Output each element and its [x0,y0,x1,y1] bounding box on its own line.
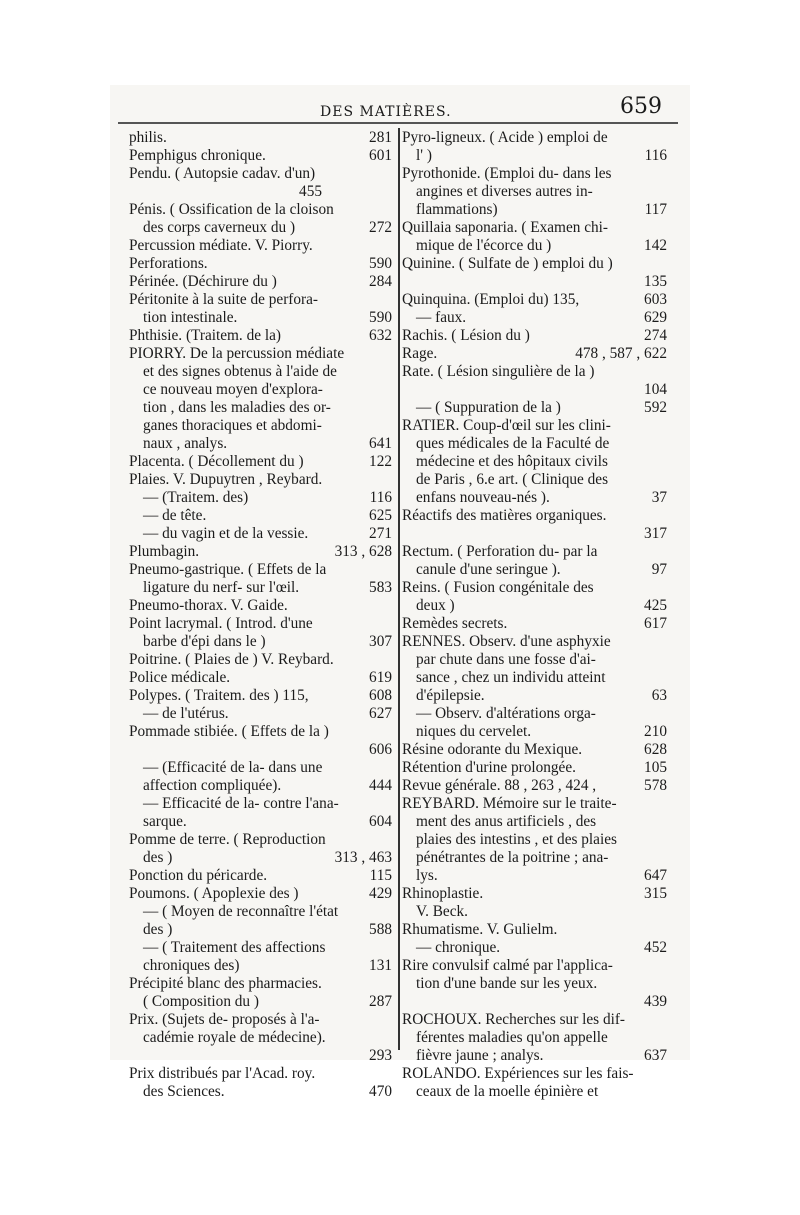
entry-text: Phthisie. (Traitem. de la) [129,327,281,344]
entry-text: Rétention d'urine prolongée. [402,759,576,776]
entry-page-ref: 142 [644,237,667,254]
entry-page-ref: 307 [369,633,392,650]
index-entry-line [402,759,667,777]
entry-text: sance , chez un individu atteint [416,669,606,686]
entry-page-ref: 281 [369,129,392,146]
index-entry-line [129,525,392,543]
index-entry-line [129,993,392,1011]
index-entry-line [129,957,392,975]
index-entry-line [402,507,667,525]
index-entry-line [129,435,392,453]
index-entry-line [129,237,392,255]
entry-text: Quillaia saponaria. ( Examen chi- [402,219,609,236]
index-entry-line [402,255,667,273]
entry-text: plaies des intestins , et des plaies [416,831,617,848]
index-entry-line [402,543,667,561]
entry-text: Percussion médiate. V. Piorry. [129,237,313,254]
entry-page-ref: 116 [644,147,667,164]
entry-text: flammations) [416,201,498,218]
index-entry-line [402,147,667,165]
entry-text: Revue générale. 88 , 263 , 424 , [402,777,597,794]
entry-page-ref: 135 [644,273,667,290]
entry-text: V. Beck. [416,903,468,920]
index-entry-line [402,885,667,903]
index-entry-line [402,201,667,219]
index-entry-line [129,741,392,759]
entry-text: Placenta. ( Décollement du ) [129,453,304,470]
index-entry-line [129,921,392,939]
entry-page-ref: 601 [369,147,392,164]
index-entry-line [129,345,392,363]
index-entry-line [402,651,667,669]
entry-text: sarque. [143,813,187,830]
entry-page-ref: 647 [644,867,667,884]
index-entry-line [402,867,667,885]
entry-text: ment des anus artificiels , des [416,813,597,830]
entry-page-ref: 271 [369,525,392,542]
index-entry-line [129,201,392,219]
index-entry-line [402,273,667,291]
entry-page-ref: 117 [644,201,667,218]
entry-page-ref: 313 , 628 [334,543,392,560]
entry-text: des ) [143,921,173,938]
index-entry-line [129,813,392,831]
index-entry-line [129,939,392,957]
entry-text: d'épilepsie. [416,687,485,704]
entry-text: Rachis. ( Lésion du ) [402,327,530,344]
entry-text: tion intestinale. [143,309,238,326]
entry-text: ROCHOUX. Recherches sur les dif- [402,1011,626,1028]
index-entry-line [402,723,667,741]
index-entry-line [129,1011,392,1029]
index-entry-line [129,471,392,489]
entry-text: — ( Suppuration de la ) [416,399,561,416]
entry-text: Quinquina. (Emploi du) 135, [402,291,580,308]
entry-text: Prix. (Sujets de- proposés à l'a- [129,1011,320,1028]
entry-page-ref: 603 [644,291,667,308]
index-entry-line [129,795,392,813]
entry-text: Résine odorante du Mexique. [402,741,583,758]
entry-page-ref: 272 [369,219,392,236]
index-entry-line [129,597,392,615]
entry-text: — du vagin et de la vessie. [143,525,309,542]
index-entry-line [129,669,392,687]
index-entry-line [129,183,392,201]
index-entry-line [129,615,392,633]
index-entry-line [402,975,667,993]
entry-text: philis. [129,129,167,146]
entry-text: Quinine. ( Sulfate de ) emploi du ) [402,255,613,272]
entry-page-ref: 606 [369,741,392,758]
entry-page-ref: 604 [369,813,392,830]
entry-text: Périnée. (Déchirure du ) [129,273,277,290]
entry-text: pénétrantes de la poitrine ; ana- [416,849,609,866]
entry-text: Rectum. ( Perforation du- par la [402,543,598,560]
index-entry-line [402,939,667,957]
entry-text: PIORRY. De la percussion médiate [129,345,345,362]
index-entry-line [402,417,667,435]
entry-page-ref: 637 [644,1047,667,1064]
index-entry-line [129,381,392,399]
index-entry-line [402,1065,667,1083]
entry-text: Reins. ( Fusion congénitale des [402,579,594,596]
entry-text: cadémie royale de médecine). [143,1029,326,1046]
entry-text: — de tête. [143,507,207,524]
index-entry-line [402,327,667,345]
entry-text: férentes maladies qu'on appelle [416,1029,608,1046]
entry-text: lys. [416,867,438,884]
index-entry-line [129,759,392,777]
index-entry-line [129,309,392,327]
entry-page-ref: 470 [369,1083,392,1100]
entry-page-ref: 131 [369,957,392,974]
entry-text: Pomme de terre. ( Reproduction [129,831,326,848]
index-entry-line [402,741,667,759]
entry-text: des Sciences. [143,1083,225,1100]
index-entry-line [129,885,392,903]
index-entry-line [402,669,667,687]
entry-text: ROLANDO. Expériences sur les fais- [402,1065,634,1082]
index-entry-line [402,705,667,723]
index-entry-line [402,453,667,471]
entry-text: ligature du nerf- sur l'œil. [143,579,300,596]
entry-text: de Paris , 6.e art. ( Clinique des [416,471,609,488]
entry-text: Plaies. V. Dupuytren , Reybard. [129,471,323,488]
index-entry-line [402,1047,667,1065]
entry-text: — Observ. d'altérations orga- [416,705,596,722]
entry-page-ref: 632 [369,327,392,344]
index-entry-line [129,561,392,579]
index-entry-line [129,507,392,525]
entry-text: — Efficacité de la- contre l'ana- [143,795,339,812]
entry-text: Rhumatisme. V. Gulielm. [402,921,558,938]
entry-page-ref: 425 [644,597,667,614]
index-entry-line [402,633,667,651]
entry-page-ref: 478 , 587 , 622 [575,345,667,362]
index-entry-line [402,903,667,921]
entry-text: Perforations. [129,255,208,272]
index-entry-line [129,165,392,183]
entry-page-ref: 590 [369,255,392,272]
entry-text: Péritonite à la suite de perfora- [129,291,319,308]
entry-text: fièvre jaune ; analys. [416,1047,544,1064]
index-entry-line [129,867,392,885]
entry-text: naux , analys. [143,435,228,452]
index-entry-line [129,399,392,417]
entry-text: — ( Traitement des affections [143,939,326,956]
entry-text: Poumons. ( Apoplexie des ) [129,885,299,902]
entry-text: — faux. [416,309,467,326]
index-entry-line [402,435,667,453]
entry-text: Point lacrymal. ( Introd. d'une [129,615,313,632]
entry-page-ref: 97 [651,561,667,578]
entry-text: ganes thoraciques et abdomi- [143,417,322,434]
entry-page-ref: 122 [369,453,392,470]
entry-text: — ( Moyen de reconnaître l'état [143,903,339,920]
running-head: DES MATIÈRES. [320,104,452,120]
index-entry-line [402,219,667,237]
index-entry-line [402,921,667,939]
index-entry-line [402,579,667,597]
index-entry-line [129,633,392,651]
entry-text: Pneumo-thorax. V. Gaide. [129,597,288,614]
entry-page-ref: 315 [644,885,667,902]
index-entry-line [129,489,392,507]
entry-text: Rire convulsif calmé par l'applica- [402,957,613,974]
entry-page-ref: 617 [644,615,667,632]
entry-page-ref: 588 [369,921,392,938]
entry-page-ref: 627 [369,705,392,722]
entry-page-ref: 104 [644,381,667,398]
index-entry-line [129,831,392,849]
entry-page-ref: 455 [299,183,322,200]
index-entry-line [402,813,667,831]
entry-page-ref: 293 [369,1047,392,1064]
index-entry-line [402,777,667,795]
entry-text: canule d'une seringue ). [416,561,561,578]
entry-text: par chute dans une fosse d'ai- [416,651,596,668]
entry-page-ref: 629 [644,309,667,326]
entry-text: Rhinoplastie. [402,885,484,902]
left-index-column [129,129,392,1101]
entry-page-ref: 116 [369,489,392,506]
entry-text: Pénis. ( Ossification de la cloison [129,201,334,218]
entry-text: Ponction du péricarde. [129,867,268,884]
index-entry-line [129,1065,392,1083]
entry-text: ques médicales de la Faculté de [416,435,610,452]
index-entry-line [129,1029,392,1047]
index-entry-line [402,471,667,489]
index-entry-line [129,219,392,237]
entry-page-ref: 284 [369,273,392,290]
entry-text: Pneumo-gastrique. ( Effets de la [129,561,327,578]
index-entry-line [129,777,392,795]
index-entry-line [402,129,667,147]
entry-text: barbe d'épi dans le ) [143,633,266,650]
column-divider [398,128,400,1050]
entry-text: Réactifs des matières organiques. [402,507,607,524]
entry-page-ref: 287 [369,993,392,1010]
index-entry-line [402,831,667,849]
entry-page-ref: 317 [644,525,667,542]
right-index-column [402,129,667,1101]
entry-text: médecine et des hôpitaux civils [416,453,609,470]
index-entry-line [402,345,667,363]
entry-page-ref: 628 [644,741,667,758]
entry-text: Rate. ( Lésion singulière de la ) [402,363,595,380]
index-entry-line [402,165,667,183]
index-entry-line [402,687,667,705]
entry-page-ref: 608 [369,687,392,704]
index-entry-line [402,291,667,309]
entry-text: tion d'une bande sur les yeux. [416,975,598,992]
index-entry-line [129,651,392,669]
index-entry-line [129,705,392,723]
entry-page-ref: 313 , 463 [334,849,392,866]
index-entry-line [402,561,667,579]
entry-text: et des signes obtenus à l'aide de [143,363,337,380]
index-entry-line [402,399,667,417]
entry-text: ceaux de la moelle épinière et [416,1083,599,1100]
index-entry-line [402,525,667,543]
entry-page-ref: 625 [369,507,392,524]
index-entry-line [129,1047,392,1065]
entry-page-ref: 115 [369,867,392,884]
index-entry-line [402,1029,667,1047]
entry-page-ref: 210 [644,723,667,740]
index-entry-line [402,957,667,975]
entry-text: Pyrothonide. (Emploi du- dans les [402,165,612,182]
page-number: 659 [620,94,662,119]
entry-page-ref: 641 [369,435,392,452]
index-entry-line [129,291,392,309]
entry-text: — (Efficacité de la- dans une [143,759,323,776]
entry-text: ( Composition du ) [143,993,260,1010]
entry-text: ce nouveau moyen d'explora- [143,381,323,398]
index-entry-line [129,417,392,435]
index-entry-line [129,147,392,165]
entry-text: l' ) [416,147,432,164]
entry-text: RATIER. Coup-d'œil sur les clini- [402,417,611,434]
entry-text: angines et diverses autres in- [416,183,593,200]
entry-page-ref: 105 [644,759,667,776]
entry-text: — (Traitem. des) [143,489,249,506]
index-entry-line [402,489,667,507]
index-entry-line [129,903,392,921]
entry-page-ref: 592 [644,399,667,416]
entry-text: Précipité blanc des pharmacies. [129,975,322,992]
index-entry-line [129,453,392,471]
index-entry-line [129,1083,392,1101]
entry-text: mique de l'écorce du ) [416,237,552,254]
index-entry-line [402,363,667,381]
index-entry-line [129,255,392,273]
entry-text: Pommade stibiée. ( Effets de la ) [129,723,329,740]
entry-text: Plumbagin. [129,543,200,560]
index-entry-line [402,615,667,633]
index-entry-line [402,597,667,615]
entry-text: des corps caverneux du ) [143,219,296,236]
index-entry-line [402,237,667,255]
entry-text: affection compliquée). [143,777,282,794]
index-entry-line [129,849,392,867]
entry-text: Pemphigus chronique. [129,147,266,164]
entry-page-ref: 583 [369,579,392,596]
index-entry-line [129,129,392,147]
index-entry-line [129,543,392,561]
index-entry-line [129,723,392,741]
index-entry-line [402,993,667,1011]
entry-text: deux ) [416,597,455,614]
entry-text: Police médicale. [129,669,231,686]
entry-text: Pyro-ligneux. ( Acide ) emploi de [402,129,608,146]
index-entry-line [402,381,667,399]
entry-text: Remèdes secrets. [402,615,508,632]
index-entry-line [129,273,392,291]
index-entry-line [402,183,667,201]
entry-text: Rage. [402,345,438,362]
index-entry-line [402,1011,667,1029]
entry-page-ref: 444 [369,777,392,794]
entry-text: chroniques des) [143,957,240,974]
entry-page-ref: 63 [651,687,667,704]
entry-page-ref: 578 [644,777,667,794]
entry-page-ref: 37 [651,489,667,506]
index-entry-line [129,687,392,705]
entry-text: Poitrine. ( Plaies de ) V. Reybard. [129,651,334,668]
entry-text: Prix distribués par l'Acad. roy. [129,1065,316,1082]
header-rule [118,122,678,124]
entry-text: tion , dans les maladies des or- [143,399,331,416]
entry-text: RENNES. Observ. d'une asphyxie [402,633,611,650]
entry-text: — chronique. [416,939,501,956]
index-entry-line [402,309,667,327]
entry-text: — de l'utérus. [143,705,229,722]
entry-page-ref: 590 [369,309,392,326]
index-entry-line [402,795,667,813]
entry-page-ref: 274 [644,327,667,344]
index-entry-line [129,975,392,993]
index-entry-line [402,849,667,867]
index-entry-line [129,363,392,381]
entry-text: Pendu. ( Autopsie cadav. d'un) [129,165,316,182]
entry-page-ref: 439 [644,993,667,1010]
entry-text: REYBARD. Mémoire sur le traite- [402,795,617,812]
entry-page-ref: 619 [369,669,392,686]
entry-text: niques du cervelet. [416,723,532,740]
index-entry-line [402,1083,667,1101]
entry-page-ref: 429 [369,885,392,902]
entry-text: enfans nouveau-nés ). [416,489,550,506]
entry-text: des ) [143,849,173,866]
index-entry-line [129,327,392,345]
entry-text: Polypes. ( Traitem. des ) 115, [129,687,309,704]
entry-page-ref: 452 [644,939,667,956]
index-entry-line [129,579,392,597]
